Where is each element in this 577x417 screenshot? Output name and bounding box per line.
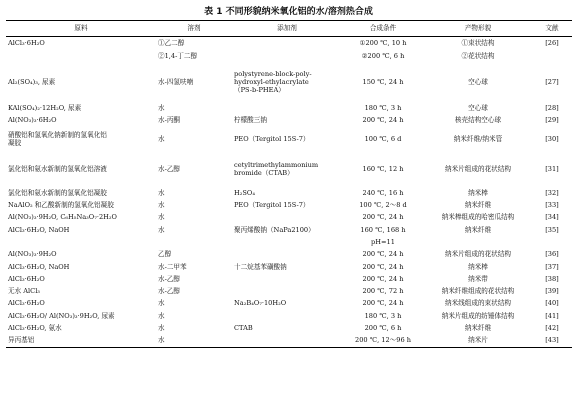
cell-raw: AlCl₃·6H₂O — [8, 38, 45, 47]
cell-ref: [29] — [545, 116, 559, 125]
cell-condition: 200 ℃, 24 h — [362, 262, 404, 271]
cell-raw — [6, 237, 156, 249]
cell-morph: 纳米带 — [468, 274, 488, 283]
cell-raw: Al₂(SO₄)₃, 尿素 — [8, 78, 56, 87]
cell-ref: [26] — [545, 38, 559, 47]
header-condition: 合成条件 — [369, 23, 397, 32]
cell-morph: 纳米棒组成的哈密瓜结构 — [441, 213, 515, 222]
cell-additive — [232, 335, 342, 348]
table-row — [6, 115, 572, 127]
cell-ref — [532, 237, 572, 249]
cell-additive — [232, 274, 342, 286]
cell-ref: [39] — [545, 287, 559, 296]
cell-ref: [37] — [545, 262, 559, 271]
cell-solvent: 水-乙醇 — [158, 274, 181, 283]
cell-additive — [232, 212, 342, 224]
cell-condition: 160 ℃, 12 h — [362, 164, 404, 173]
cell-morph: 空心球 — [468, 104, 488, 113]
cell-raw: AlCl₃·6H₂O/ Al(NO₃)₃·9H₂O, 尿素 — [8, 311, 115, 320]
cell-raw: AlCl₃·6H₂O — [8, 299, 45, 308]
cell-ref: [34] — [545, 213, 559, 222]
cell-solvent: 水 — [158, 311, 165, 320]
cell-condition: 160 ℃, 168 h — [360, 225, 406, 234]
table-row — [6, 200, 572, 212]
table-row — [6, 335, 572, 348]
cell-condition: 200 ℃, 24 h — [362, 116, 404, 125]
cell-condition: 200 ℃, 24 h — [362, 274, 404, 283]
cell-additive — [232, 50, 342, 63]
cell-condition: 200 ℃, 24 h — [362, 299, 404, 308]
cell-raw: AlCl₃·6H₂O, NaOH — [8, 262, 70, 271]
table-row — [6, 286, 572, 298]
header-reference: 文献 — [545, 23, 559, 32]
cell-condition: 200 ℃, 24 h — [362, 213, 404, 222]
cell-condition: ①200 ℃, 10 h — [359, 38, 407, 47]
cell-solvent: 水-乙醇 — [158, 287, 181, 296]
cell-morph: 纳米棒 — [468, 262, 488, 271]
cell-ref: [27] — [545, 78, 559, 87]
cell-morph: 纳米纤维 — [464, 201, 492, 210]
table-row — [6, 212, 572, 224]
cell-additive: 十二烷基苯磺酸钠 — [234, 262, 287, 271]
table-body — [6, 37, 572, 348]
cell-morph: 纳米纤维 — [464, 324, 492, 333]
cell-solvent: 水 — [158, 324, 165, 333]
cell-solvent: 水 — [158, 225, 165, 234]
cell-solvent: 水-乙醇 — [158, 164, 181, 173]
cell-morph: 空心球 — [468, 78, 488, 87]
cell-additive — [232, 311, 342, 323]
cell-additive — [232, 103, 342, 115]
cell-additive: 柠檬酸三钠 — [234, 116, 267, 125]
cell-ref: [43] — [545, 336, 559, 345]
cell-solvent: 水 — [158, 336, 165, 345]
table-row — [6, 249, 572, 261]
cell-raw: KAl(SO₄)₂·12H₂O, 尿素 — [8, 104, 82, 113]
cell-additive — [232, 37, 342, 51]
cell-solvent: 水 — [158, 104, 165, 113]
table-row — [6, 188, 572, 200]
cell-raw: 异丙基铝 — [8, 336, 35, 345]
cell-ref: [36] — [545, 250, 559, 259]
cell-ref: [42] — [545, 324, 559, 333]
cell-morph: 纳米纤维/纳米管 — [453, 134, 503, 143]
cell-solvent: 水-丙酮 — [158, 116, 181, 125]
cell-additive: 聚丙烯酸钠（NaPa2100） — [234, 225, 315, 234]
cell-condition: 100 ℃, 6 d — [364, 134, 402, 143]
cell-condition: 150 ℃, 24 h — [362, 78, 404, 87]
cell-condition: 200 ℃, 6 h — [364, 324, 402, 333]
cell-raw: Al(NO₃)₃·6H₂O — [8, 116, 57, 125]
cell-raw: Al(NO₃)₃·9H₂O, C₆H₅Na₃O₇·2H₂O — [8, 213, 117, 222]
cell-raw: 氯化铝和氨水新制的氢氧化铝凝胶 — [8, 188, 107, 197]
cell-raw: 硝酸铝和氢氧化钠新制的氢氧化铝 凝胶 — [8, 130, 107, 147]
header-solvent: 溶剂 — [187, 23, 201, 32]
header-raw-material: 原料 — [74, 23, 88, 32]
cell-additive: polystyrene-block-poly- hydroxyl-ethylacrylate （PS-b-PHEA） — [234, 70, 312, 94]
cell-raw: NaAlO₂ 和乙酸新制的氢氧化铝凝胶 — [8, 201, 114, 210]
table-header — [6, 21, 572, 37]
cell-morph: 纳米线组成的束状结构 — [445, 299, 511, 308]
cell-morph: 纳米片 — [468, 336, 488, 345]
cell-morph: 纳米纤维组成的花状结构 — [441, 287, 515, 296]
table-row — [6, 63, 572, 103]
cell-raw: AlCl₃·6H₂O, 氨水 — [8, 324, 62, 333]
cell-additive: Na₂B₄O₇·10H₂O — [234, 299, 287, 308]
cell-morph — [424, 237, 532, 249]
table-row — [6, 298, 572, 310]
table-row — [6, 103, 572, 115]
cell-condition: 200 ℃, 24 h — [362, 250, 404, 259]
cell-ref: [31] — [545, 164, 559, 173]
synthesis-table-container — [6, 20, 572, 348]
cell-morph: 纳米棒 — [468, 188, 488, 197]
cell-morph: ②花状结构 — [461, 51, 495, 60]
cell-additive: PEO（Tergitol 15S-7） — [234, 134, 310, 143]
header-morphology: 产物形貌 — [464, 23, 492, 32]
cell-condition: 180 ℃, 3 h — [364, 311, 402, 320]
cell-condition: 200 ℃, 72 h — [362, 287, 404, 296]
cell-raw: Al(NO₃)₃·9H₂O — [8, 250, 57, 259]
header-additive: 添加剂 — [277, 23, 297, 32]
cell-condition: 200 ℃, 12～96 h — [355, 336, 411, 345]
cell-additive — [232, 237, 342, 249]
cell-additive: PEO（Tergitol 15S-7） — [234, 201, 310, 210]
cell-solvent: ①乙二醇 — [158, 38, 185, 47]
cell-ref: [35] — [545, 225, 559, 234]
cell-solvent: 水-四氢呋喃 — [158, 78, 194, 87]
cell-ref: [33] — [545, 201, 559, 210]
synthesis-table — [6, 20, 572, 348]
cell-additive: H₂SO₄ — [234, 188, 255, 197]
cell-raw: AlCl₃·6H₂O — [8, 274, 45, 283]
table-row — [6, 37, 572, 51]
cell-solvent: 水 — [158, 188, 165, 197]
cell-solvent: 水 — [158, 299, 165, 308]
cell-solvent: 水 — [158, 134, 165, 143]
cell-condition: 180 ℃, 3 h — [364, 104, 402, 113]
cell-additive: cetyltrimethylammonium bromide（CTAB） — [234, 160, 319, 177]
cell-morph: 纳米片组成的花状结构 — [445, 164, 511, 173]
cell-condition: ②200 ℃, 6 h — [361, 51, 405, 60]
table-row — [6, 224, 572, 236]
cell-additive: CTAB — [234, 324, 253, 333]
cell-condition: pH=11 — [371, 237, 395, 246]
cell-ref: [40] — [545, 299, 559, 308]
table-row — [6, 274, 572, 286]
table-row — [6, 323, 572, 335]
cell-morph: 纳米片组成的纺锤体结构 — [441, 311, 515, 320]
cell-ref: [41] — [545, 311, 559, 320]
table-row — [6, 128, 572, 152]
cell-morph: 纳米片组成的花状结构 — [445, 250, 511, 259]
cell-condition: 100 ℃, 2～8 d — [359, 201, 407, 210]
cell-solvent — [156, 237, 232, 249]
table-row — [6, 237, 572, 249]
cell-raw: AlCl₃·6H₂O, NaOH — [8, 225, 70, 234]
table-row — [6, 311, 572, 323]
cell-raw — [6, 50, 156, 63]
cell-morph: ①束状结构 — [461, 38, 495, 47]
table-caption: 表 1 不同形貌纳米氧化铝的水/溶剂热合成 — [204, 7, 373, 17]
cell-additive — [232, 286, 342, 298]
cell-raw: 无水 AlCl₃ — [8, 287, 40, 296]
cell-solvent: 乙醇 — [158, 250, 172, 259]
cell-additive — [232, 249, 342, 261]
cell-morph: 纳米纤维 — [464, 225, 492, 234]
cell-raw: 氯化铝和氨水新制的氢氧化铝溶液 — [8, 164, 107, 173]
cell-ref: [38] — [545, 274, 559, 283]
cell-solvent: ②1,4-丁二醇 — [158, 51, 198, 60]
cell-condition: 240 ℃, 16 h — [362, 188, 404, 197]
table-row — [6, 152, 572, 188]
cell-morph: 核壳结构空心球 — [454, 116, 502, 125]
cell-ref: [32] — [545, 188, 559, 197]
cell-ref: [30] — [545, 134, 559, 143]
table-row — [6, 50, 572, 63]
cell-solvent: 水 — [158, 213, 165, 222]
cell-ref — [532, 50, 572, 63]
cell-ref: [28] — [545, 104, 559, 113]
cell-solvent: 水 — [158, 201, 165, 210]
table-row — [6, 261, 572, 273]
cell-solvent: 水-二甲苯 — [158, 262, 187, 271]
